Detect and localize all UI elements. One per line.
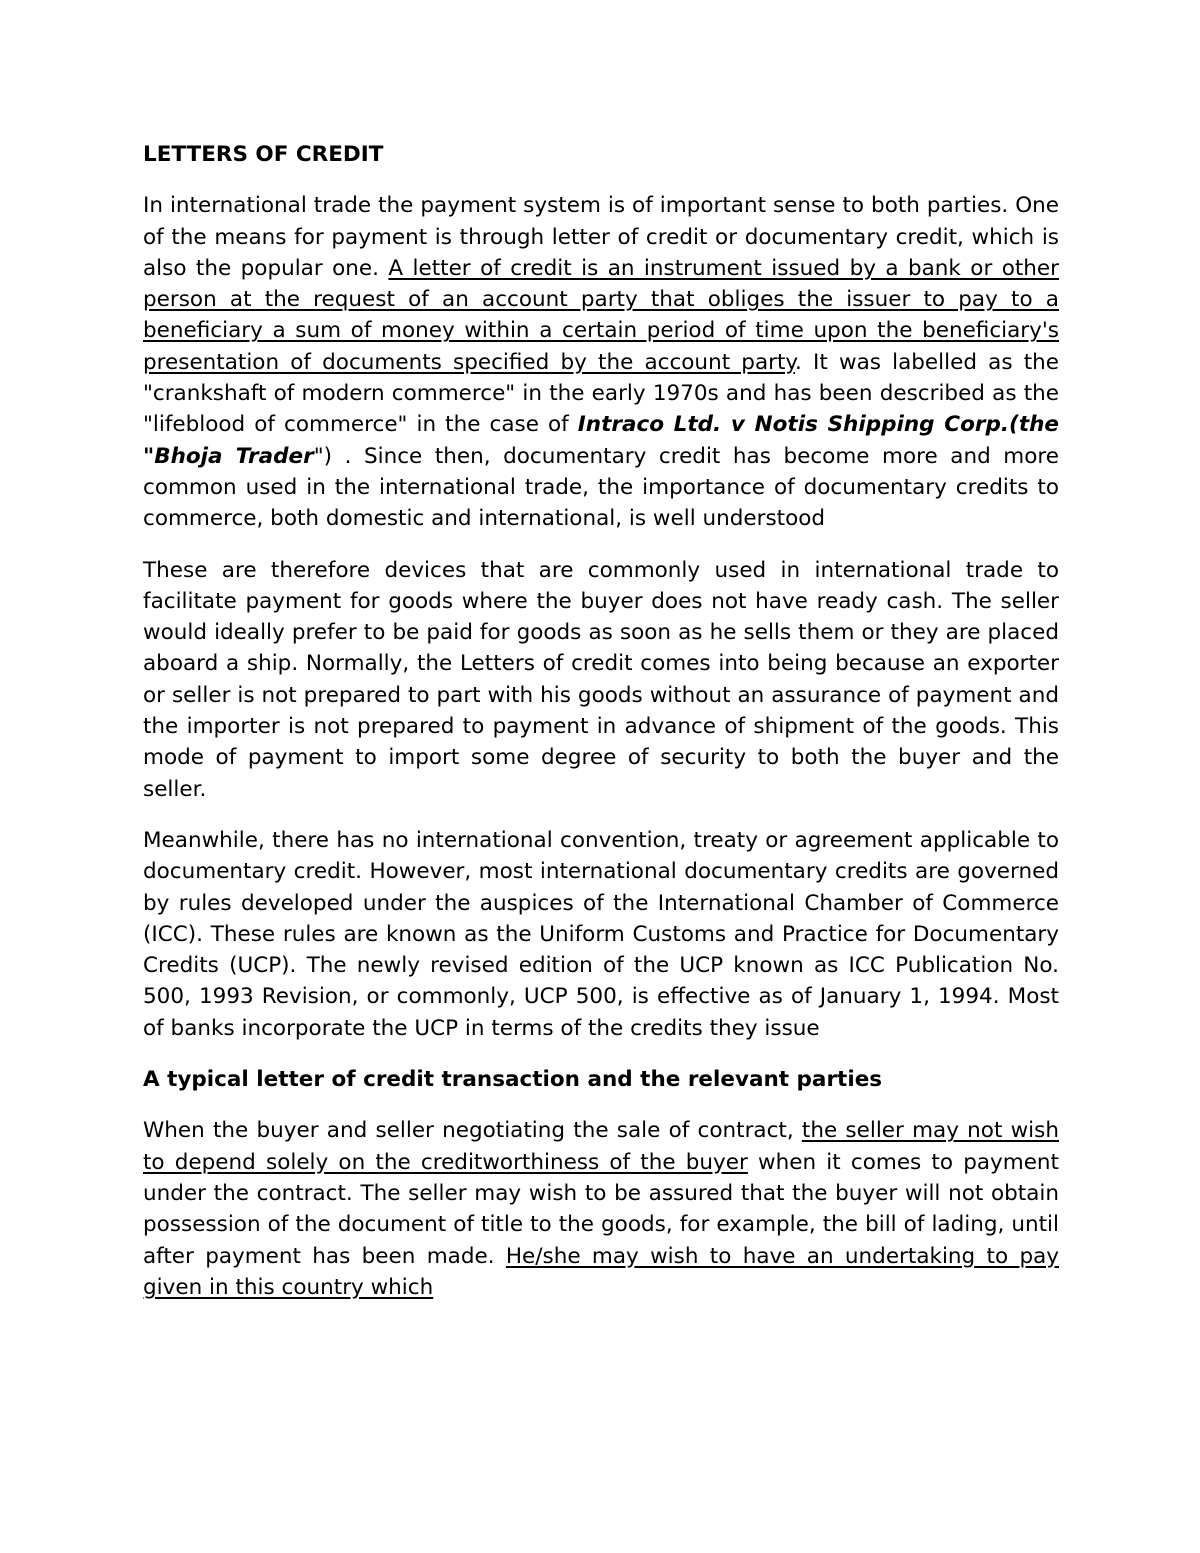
document-page	[143, 139, 1059, 1323]
undertaking-underlined: He/she may wish to have an undertaking to pay given in this country which	[143, 1243, 1059, 1300]
paragraph-devices: These are therefore devices that are commonly used in international trade to facilitate payment for goods where the buyer does not have ready cash. The seller would ideally prefer to be paid for goods as soon as he sells them or they are placed aboard a ship. Normally, the Letters of credit comes into being because an exporter or seller is not prepared to part with his goods without an assurance of payment and the importer is not prepared to payment in advance of shipment of the goods. This mode of payment to import some degree of security to both the buyer and the seller.	[143, 557, 1059, 802]
section-heading: A typical letter of credit transaction and the relevant parties	[143, 1067, 883, 1093]
paragraph-intro-text-a: In international trade the payment system is of important sense to both parties. One of the means for payment is through letter of credit or documentary credit, which is also the popular one.	[143, 193, 1059, 281]
case-citation: Intraco Ltd. v Notis Shipping Corp.(the "Bhoja Trader	[143, 412, 1059, 469]
definition-underlined: A letter of credit is an instrument issued by a bank or other person at the request of an account party that obliges the issuer to pay to a beneficiary a sum of money within a certain period of time upon the beneficiary's presentation of documents specified by the account party	[143, 255, 1059, 375]
paragraph-ucp: Meanwhile, there has no international convention, treaty or agreement applicable to documentary credit. However, most international documentary credits are governed by rules developed under the auspices of the International Chamber of Commerce (ICC). These rules are known as the Uniform Customs and Practice for Documentary Credits (UCP). The newly revised edition of the UCP known as ICC Publication No. 500, 1993 Revision, or commonly, UCP 500, is effective as of January 1, 1994. Most of banks incorporate the UCP in terms of the credits they issue	[143, 827, 1059, 1041]
paragraph-intro-text-c: . It was labelled as the "crankshaft of modern commerce" in the early 1970s and has been described as the "lifeblood of commerce" in the case of	[143, 349, 1059, 438]
paragraph-intro	[143, 190, 1059, 534]
paragraph-transaction-text-c: when it comes to payment under the contract. The seller may wish to be assured that the buyer will not obtain possession of the document of title to the goods, for example, the bill of lading, until after payment has been made.	[143, 1149, 1059, 1269]
paragraph-transaction	[143, 1115, 1059, 1303]
paragraph-intro-text-e: ") . Since then, documentary credit has become more and more common used in the international trade, the importance of documentary credits to commerce, both domestic and international, is well understood	[143, 443, 1059, 532]
paragraph-transaction-text-a: When the buyer and seller negotiating the sale of contract,	[143, 1118, 802, 1144]
document-title: LETTERS OF CREDIT	[143, 142, 384, 167]
seller-underlined: the seller may not wish to depend solely on the creditworthiness of the buyer	[143, 1118, 1059, 1175]
